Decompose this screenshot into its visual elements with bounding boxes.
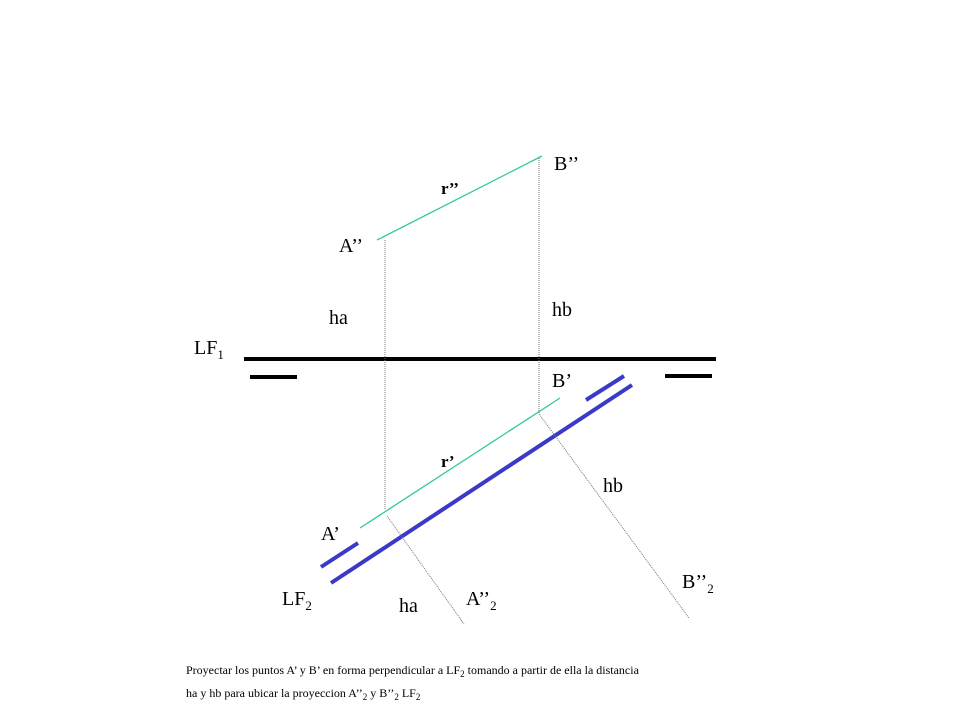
- instruction-caption: [186, 661, 806, 707]
- label-r-prime: r’: [441, 452, 455, 471]
- segment-r-double-prime: [377, 156, 542, 240]
- caption-line-2: ha y hb para ubicar la proyeccion $A’’_2$ y $B’’_2$ $LF_2$: [186, 686, 421, 702]
- perpendicular-from-b-prime: [539, 414, 689, 618]
- label-r-double-prime: r’’: [441, 179, 459, 198]
- label-b-double-prime-2: $B’’_2$: [682, 571, 714, 596]
- caption-line-1: Proyectar los puntos A’ y B’ en forma perpendicular a $LF_2$ tomando a partir de ella la distancia: [186, 663, 639, 679]
- label-ha-lower: ha: [399, 595, 418, 617]
- label-hb-lower: hb: [603, 475, 623, 497]
- label-hb-upper: hb: [552, 299, 572, 321]
- lf2-ground-line: [331, 385, 632, 583]
- label-b-prime: B’: [552, 370, 572, 392]
- label-a-double-prime-2: $A’’_2$: [466, 588, 497, 613]
- lf2-marker-lower: [321, 543, 358, 567]
- label-ha-upper: ha: [329, 307, 348, 329]
- segment-r-prime: [360, 398, 560, 528]
- label-lf2: $LF_2$: [282, 588, 312, 613]
- label-b-double-prime: B’’: [554, 153, 580, 175]
- label-a-prime: A’: [321, 523, 340, 545]
- label-lf1: $LF_1$: [194, 337, 224, 362]
- label-a-double-prime: A’’: [339, 235, 364, 257]
